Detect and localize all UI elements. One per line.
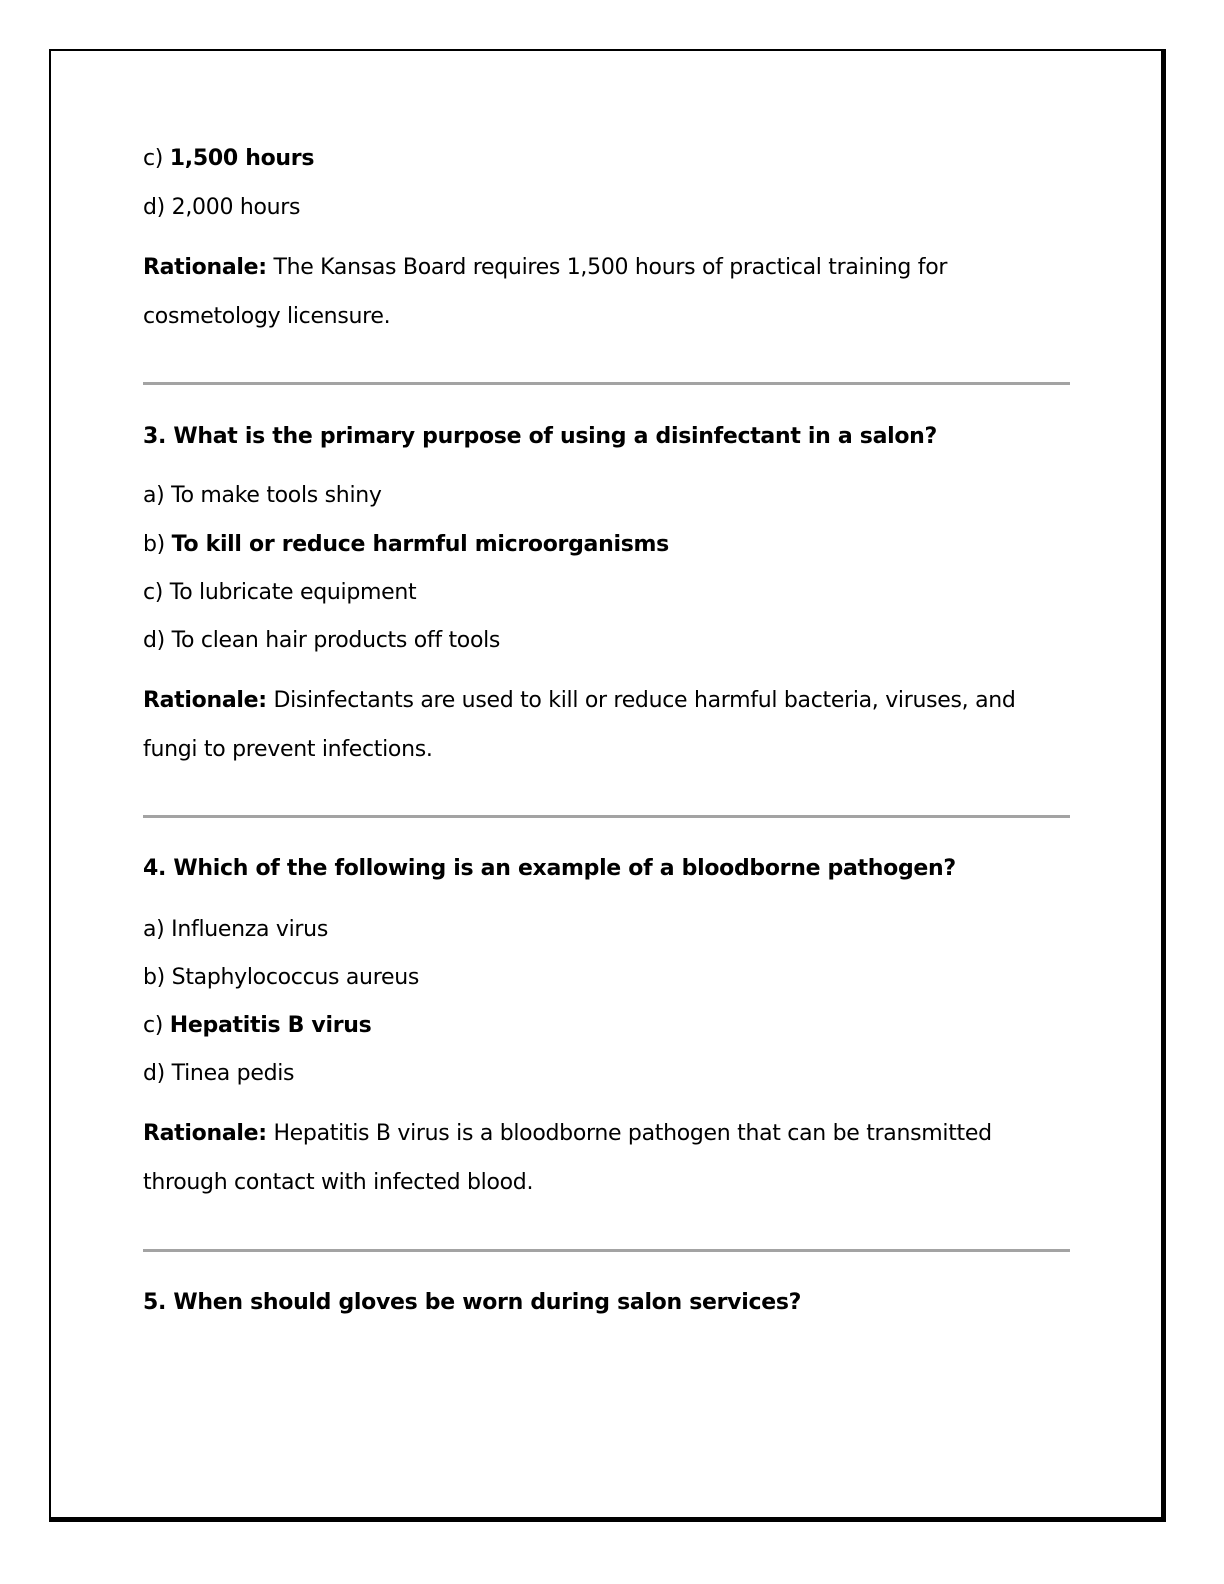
divider bbox=[143, 382, 1070, 385]
q4-rationale bbox=[143, 1119, 992, 1149]
option-prefix: c) bbox=[143, 146, 164, 171]
q4-option-b bbox=[143, 963, 419, 993]
option-text: To lubricate equipment bbox=[169, 580, 417, 605]
option-text: Influenza virus bbox=[171, 917, 328, 942]
option-text: 2,000 hours bbox=[171, 195, 301, 220]
q4-option-c bbox=[143, 1011, 371, 1041]
q3-option-c bbox=[143, 578, 416, 608]
q4-rationale-cont: through contact with infected blood. bbox=[143, 1170, 534, 1195]
rationale-text: Disinfectants are used to kill or reduce harmful bacteria, viruses, and bbox=[273, 688, 1016, 713]
option-prefix: b) bbox=[143, 965, 165, 990]
q2-rationale-cont: cosmetology licensure. bbox=[143, 304, 391, 329]
option-text: Tinea pedis bbox=[171, 1061, 295, 1086]
option-prefix: d) bbox=[143, 628, 165, 653]
option-prefix: a) bbox=[143, 917, 165, 942]
correct-answer: 1,500 hours bbox=[169, 146, 315, 171]
option-prefix: a) bbox=[143, 483, 165, 508]
q5-question: 5. When should gloves be worn during salon services? bbox=[143, 1290, 802, 1315]
option-prefix: c) bbox=[143, 1013, 164, 1038]
q3-rationale-cont: fungi to prevent infections. bbox=[143, 737, 433, 762]
q2-rationale bbox=[143, 253, 947, 283]
rationale-label: Rationale: bbox=[143, 1121, 267, 1146]
option-prefix: d) bbox=[143, 195, 165, 220]
rationale-label: Rationale: bbox=[143, 688, 267, 713]
q4-option-d bbox=[143, 1059, 294, 1089]
q3-question: 3. What is the primary purpose of using a disinfectant in a salon? bbox=[143, 424, 938, 449]
divider bbox=[143, 1249, 1070, 1252]
option-text: Staphylococcus aureus bbox=[171, 965, 420, 990]
q2-option-c bbox=[143, 144, 314, 174]
rationale-text: The Kansas Board requires 1,500 hours of practical training for bbox=[273, 255, 948, 280]
q4-question: 4. Which of the following is an example of a bloodborne pathogen? bbox=[143, 856, 956, 881]
q3-option-b bbox=[143, 530, 669, 560]
correct-answer: Hepatitis B virus bbox=[169, 1013, 372, 1038]
q3-option-d bbox=[143, 626, 500, 656]
correct-answer: To kill or reduce harmful microorganisms bbox=[171, 532, 669, 557]
divider bbox=[143, 815, 1070, 818]
rationale-label: Rationale: bbox=[143, 255, 267, 280]
q4-option-a bbox=[143, 915, 328, 945]
option-text: To make tools shiny bbox=[171, 483, 382, 508]
q2-option-d bbox=[143, 193, 300, 223]
option-prefix: d) bbox=[143, 1061, 165, 1086]
option-prefix: c) bbox=[143, 580, 164, 605]
option-text: To clean hair products off tools bbox=[171, 628, 501, 653]
q3-option-a bbox=[143, 481, 382, 511]
q3-rationale bbox=[143, 686, 1016, 716]
rationale-text: Hepatitis B virus is a bloodborne pathogen that can be transmitted bbox=[273, 1121, 992, 1146]
option-prefix: b) bbox=[143, 532, 165, 557]
